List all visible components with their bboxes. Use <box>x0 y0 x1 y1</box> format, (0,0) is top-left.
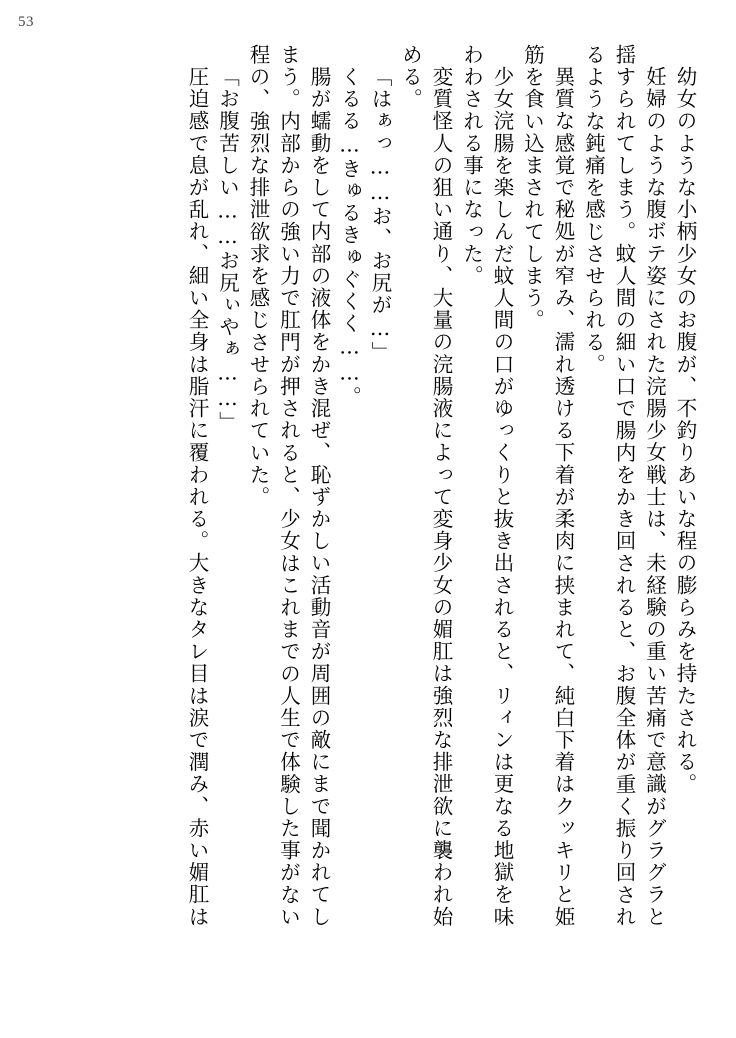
text-column: 幼女のような小柄少女のお腹が、不釣りあいな程の膨らみを持たされる。 <box>673 66 697 796</box>
text-column: 筋を食い込まされてしまう。 <box>520 44 545 332</box>
text-column: 「はぁっ……お、お尻が…」 <box>368 66 392 364</box>
vertical-text-body <box>40 44 700 1012</box>
text-column: 程の、強烈な排泄欲求を感じさせられていた。 <box>246 44 270 509</box>
text-column: 圧迫感で息が乱れ、細い全身は脂汗に覆われる。大きなタレ目は涙で潤み、赤い媚肛は <box>185 66 209 928</box>
text-column: 揺すられてしまう。蚊人間の細い口で腸内をかき回されると、お腹全体が重く振り回され <box>612 44 636 928</box>
text-column: 「お腹苦しい……お尻ぃやぁ……」 <box>215 66 240 434</box>
text-column: くるる…きゅるきゅぐくく……。 <box>337 66 362 408</box>
page-number: 53 <box>18 14 34 30</box>
text-column: 妊婦のような腹ボテ姿にされた浣腸少女戦士は、未経験の重い苦痛で意識がグラグラと <box>642 66 667 928</box>
text-column: わわされる事になった。 <box>459 44 484 288</box>
text-column: 少女浣腸を楽しんだ蚊人間の口がゆっくりと抜き出されると、リィンは更なる地獄を味 <box>490 66 514 928</box>
text-column: まう。内部からの強い力で肛門が押されると、少女はこれまでの人生で体験した事がない <box>276 44 301 928</box>
text-column: 異質な感覚で秘処が窄み、濡れ透ける下着が柔肉に挟まれて、純白下着はクッキリと姫 <box>551 66 575 928</box>
text-column: 変質怪人の狙い通り、大量の浣腸液によって変身少女の媚肛は強烈な排泄欲に襲われ始 <box>429 66 453 928</box>
text-column: める。 <box>398 44 423 111</box>
text-column: るような鈍痛を感じさせられる。 <box>581 44 606 376</box>
text-column: 腸が蠕動をして内部の液体をかき混ぜ、恥ずかしい活動音が周囲の敵にまで聞かれてし <box>307 66 331 928</box>
